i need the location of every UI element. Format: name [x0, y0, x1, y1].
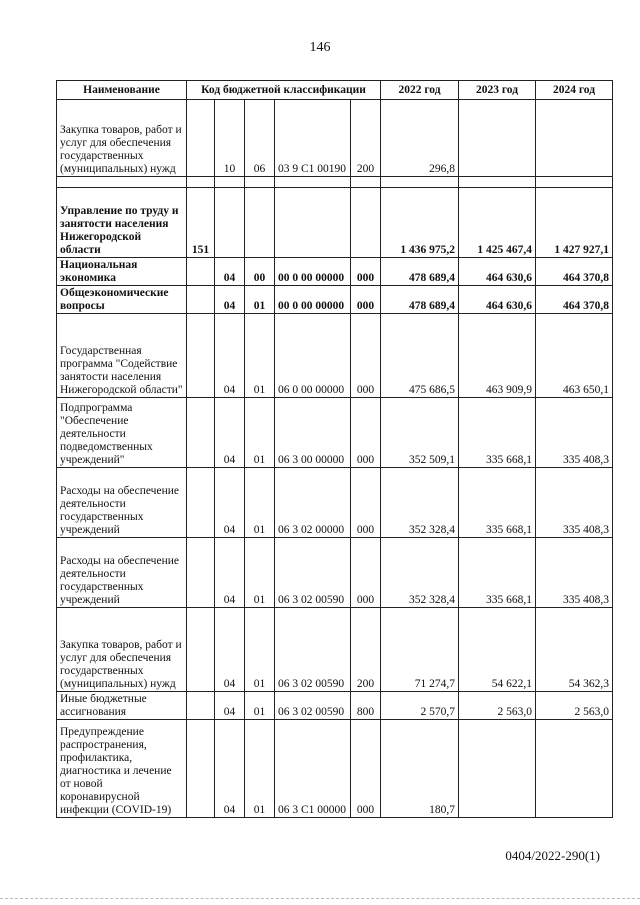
code-target: 06 3 02 00590 — [275, 608, 351, 692]
code-section: 04 — [215, 286, 245, 314]
table-row — [57, 188, 613, 258]
value-2024: 1 427 927,1 — [536, 188, 613, 258]
value-2022: 296,8 — [381, 100, 459, 177]
value-2023: 335 668,1 — [459, 538, 536, 608]
table-row — [57, 720, 613, 818]
code-subsection: 00 — [245, 258, 275, 286]
code-admin — [187, 468, 215, 538]
code-admin — [187, 720, 215, 818]
value-2024 — [536, 100, 613, 177]
table-row — [57, 468, 613, 538]
code-admin — [187, 608, 215, 692]
code-target: 06 3 02 00000 — [275, 468, 351, 538]
code-section: 04 — [215, 692, 245, 720]
code-target: 06 3 C1 00000 — [275, 720, 351, 818]
code-subsection: 01 — [245, 720, 275, 818]
code-subsection: 01 — [245, 286, 275, 314]
value-2023: 335 668,1 — [459, 468, 536, 538]
value-2023: 2 563,0 — [459, 692, 536, 720]
value-2022: 1 436 975,2 — [381, 188, 459, 258]
code-expense-type: 000 — [351, 538, 381, 608]
code-expense-type: 200 — [351, 608, 381, 692]
value-2023 — [459, 100, 536, 177]
header-name: Наименование — [57, 81, 187, 100]
code-section: 04 — [215, 608, 245, 692]
table-row — [57, 608, 613, 692]
table-header-row — [57, 81, 613, 100]
code-subsection — [245, 188, 275, 258]
code-subsection: 06 — [245, 100, 275, 177]
row-name: Закупка товаров, работ и услуг для обеспечения государственных (муниципальных) нужд — [57, 608, 187, 692]
table-row — [57, 286, 613, 314]
value-2022: 71 274,7 — [381, 608, 459, 692]
value-2024: 2 563,0 — [536, 692, 613, 720]
code-expense-type: 000 — [351, 258, 381, 286]
value-2023 — [459, 720, 536, 818]
code-subsection: 01 — [245, 468, 275, 538]
code-expense-type: 000 — [351, 720, 381, 818]
value-2022: 475 686,5 — [381, 314, 459, 398]
code-section: 10 — [215, 100, 245, 177]
row-name: Общеэкономические вопросы — [57, 286, 187, 314]
code-section: 04 — [215, 538, 245, 608]
code-subsection: 01 — [245, 398, 275, 468]
code-subsection: 01 — [245, 692, 275, 720]
value-2024: 464 370,8 — [536, 286, 613, 314]
header-2022: 2022 год — [381, 81, 459, 100]
row-name: Управление по труду и занятости населения Нижегородской области — [57, 188, 187, 258]
code-target: 06 3 02 00590 — [275, 538, 351, 608]
value-2024 — [536, 720, 613, 818]
table-row — [57, 398, 613, 468]
value-2024: 54 362,3 — [536, 608, 613, 692]
code-target: 00 0 00 00000 — [275, 258, 351, 286]
value-2024: 463 650,1 — [536, 314, 613, 398]
value-2023: 1 425 467,4 — [459, 188, 536, 258]
value-2024: 335 408,3 — [536, 468, 613, 538]
code-subsection: 01 — [245, 538, 275, 608]
row-name: Национальная экономика — [57, 258, 187, 286]
code-admin — [187, 100, 215, 177]
table-row — [57, 538, 613, 608]
code-admin — [187, 314, 215, 398]
value-2023: 464 630,6 — [459, 258, 536, 286]
code-admin — [187, 692, 215, 720]
header-code: Код бюджетной классификации — [187, 81, 381, 100]
code-expense-type — [351, 188, 381, 258]
code-admin — [187, 258, 215, 286]
code-target: 06 3 00 00000 — [275, 398, 351, 468]
code-section: 04 — [215, 314, 245, 398]
code-subsection: 01 — [245, 314, 275, 398]
code-admin — [187, 398, 215, 468]
value-2022: 352 328,4 — [381, 538, 459, 608]
row-name: Закупка товаров, работ и услуг для обеспечения государственных (муниципальных) нужд — [57, 100, 187, 177]
row-name: Расходы на обеспечение деятельности государственных учреждений — [57, 468, 187, 538]
code-admin — [187, 538, 215, 608]
header-2023: 2023 год — [459, 81, 536, 100]
code-target: 03 9 C1 00190 — [275, 100, 351, 177]
code-section: 04 — [215, 398, 245, 468]
code-expense-type: 200 — [351, 100, 381, 177]
value-2023: 54 622,1 — [459, 608, 536, 692]
value-2022: 478 689,4 — [381, 258, 459, 286]
value-2024: 464 370,8 — [536, 258, 613, 286]
spacer-row — [57, 177, 613, 188]
code-target — [275, 188, 351, 258]
value-2024: 335 408,3 — [536, 538, 613, 608]
code-target: 06 0 00 00000 — [275, 314, 351, 398]
code-section: 04 — [215, 258, 245, 286]
row-name: Государственная программа "Содействие занятости населения Нижегородской области" — [57, 314, 187, 398]
value-2023: 463 909,9 — [459, 314, 536, 398]
value-2022: 2 570,7 — [381, 692, 459, 720]
header-2024: 2024 год — [536, 81, 613, 100]
value-2023: 464 630,6 — [459, 286, 536, 314]
value-2024: 335 408,3 — [536, 398, 613, 468]
row-name: Предупреждение распространения, профилактика, диагностика и лечение от новой коронавирусной инфекции (COVID-19) — [57, 720, 187, 818]
table-row — [57, 314, 613, 398]
code-expense-type: 800 — [351, 692, 381, 720]
table-row — [57, 100, 613, 177]
value-2022: 478 689,4 — [381, 286, 459, 314]
budget-table — [56, 80, 613, 818]
row-name: Расходы на обеспечение деятельности государственных учреждений — [57, 538, 187, 608]
code-target: 06 3 02 00590 — [275, 692, 351, 720]
document-code: 0404/2022-290(1) — [505, 848, 600, 863]
code-expense-type: 000 — [351, 468, 381, 538]
code-section — [215, 188, 245, 258]
code-section: 04 — [215, 720, 245, 818]
value-2022: 352 328,4 — [381, 468, 459, 538]
value-2022: 352 509,1 — [381, 398, 459, 468]
value-2023: 335 668,1 — [459, 398, 536, 468]
scan-edge-line — [0, 898, 640, 899]
code-section: 04 — [215, 468, 245, 538]
code-subsection: 01 — [245, 608, 275, 692]
value-2022: 180,7 — [381, 720, 459, 818]
code-expense-type: 000 — [351, 398, 381, 468]
code-expense-type: 000 — [351, 314, 381, 398]
table-row — [57, 692, 613, 720]
code-admin — [187, 286, 215, 314]
code-expense-type: 000 — [351, 286, 381, 314]
code-admin: 151 — [187, 188, 215, 258]
code-target: 00 0 00 00000 — [275, 286, 351, 314]
table-row — [57, 258, 613, 286]
page-number: 146 — [309, 40, 331, 55]
row-name: Иные бюджетные ассигнования — [57, 692, 187, 720]
row-name: Подпрограмма "Обеспечение деятельности подведомственных учреждений" — [57, 398, 187, 468]
